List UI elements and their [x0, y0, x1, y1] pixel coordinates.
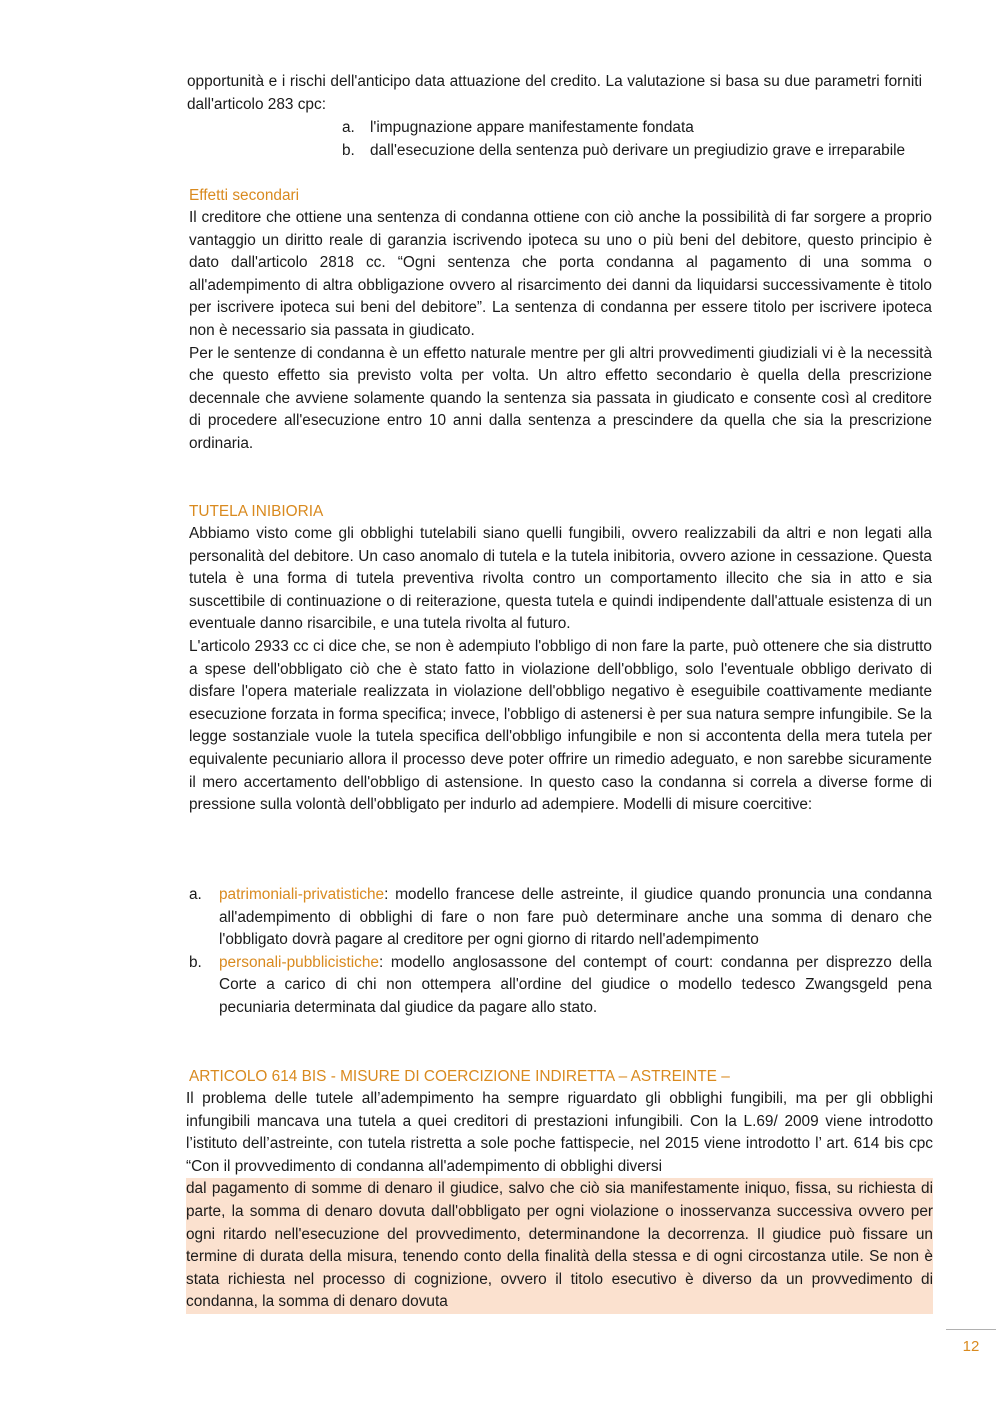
list-item-text: : modello anglosassone del contempt of court: condanna per disprezzo della Corte a carico di chi non ottempera all'ordine del giudice o modello tedesco Zwangsgeld pena pecuniaria determinata dal giudice da pagare allo stato.: [219, 953, 932, 1016]
paragraph: [189, 523, 932, 817]
paragraph: [186, 1088, 933, 1314]
list-item-text: dall'esecuzione della sentenza può derivare un pregiudizio grave e irreparabile: [370, 141, 906, 159]
list-item: [342, 117, 923, 140]
paragraph-text: Per le sentenze di condanna è un effetto naturale mentre per gli altri provvedimenti giudiziali vi è la necessità che questo effetto sia previsto volta per volta. Un altro effetto secondario è quella della prescrizione decennale che avviene solamente quando la sentenza sia passata in giudicato e consente così al creditore di procedere all'esecuzione entro 10 anni dalla sentenza a prescindere da quella che sia la prescrizione ordinaria.: [189, 344, 932, 452]
footer-divider: [946, 1329, 996, 1330]
paragraph: [189, 207, 932, 456]
section-heading-articolo-614-bis: ARTICOLO 614 BIS - MISURE DI COERCIZIONE INDIRETTA – ASTREINTE –: [189, 1068, 730, 1085]
list-item-text: l'impugnazione appare manifestamente fondata: [370, 119, 694, 136]
page-number: 12: [962, 1338, 980, 1355]
coercive-measures-list: [189, 884, 932, 1020]
list-item-term: patrimoniali-privatistiche: [219, 886, 385, 903]
list-item-term: personali-pubblicistiche: [219, 953, 379, 971]
paragraph-text: Il problema delle tutele all’adempimento ha sempre riguardato gli obblighi fungibili, ma per gli obblighi infungibili mancava una tutela a quei creditori di prestazioni infungibili. Con la L.69/ 2009 viene introdotto l’istituto dell’astreinte, con tutela ristretta a sole poche fattispecie, nel 2015 viene introdotto l’ art. 614 bis cpc “Con il provvedimento di condanna all'adempimento di obblighi diversi: [186, 1090, 933, 1175]
paragraph-text: Abbiamo visto come gli obblighi tutelabili siano quelli fungibili, ovvero realizzabili da altri e non legati alla personalità del debitore. Un caso anomalo di tutela e la tutela inibitoria, ovvero azione in cessazione. Questa tutela è una forma di tutela preventiva rivolta contro un comportamento illecito che sia in atto e sia suscettibile di continuazione o di reiterazione, questa tutela e quindi indipendente dall'attuale esistenza di un eventuale danno risarcibile, e una tutela rivolta al futuro.: [189, 525, 932, 633]
list-item-text: : modello francese delle astreinte, il giudice quando pronuncia una condanna all'adempimento di obblighi di fare o non fare può determinare anche una somma di denaro che l'obbligato dovrà pagare al creditore per ogni giorno di ritardo nell'adempimento: [219, 886, 932, 949]
list-item: [189, 884, 932, 952]
paragraph-text: L'articolo 2933 cc ci dice che, se non è adempiuto l'obbligo di non fare la parte, può ottenere che sia distrutto a spese dell'obbligato ciò che è stato fatto in violazione dell'obbligo, solo l'eventuale obbligo derivato di disfare l'opera materiale realizzata in violazione dell'obbligo negativo è eseguibile coattivamente mediante esecuzione forzata in forma specifica; invece, l'obbligo di astenersi è per sua natura sempre infungibile. Se la legge sostanziale vuole la tutela specifica dell'obbligo infungibile e non si accontenta della mera tutela per equivalente pecuniario allora il processo deve poter offrire un rimedio adeguato, e non sarebbe sicuramente il mero accertamento dell'obbligo di astensione. In questo caso la condanna si correla a diverse forme di pressione sulla volontà dell'obbligato per indurlo ad adempiere. Modelli di misure coercitive:: [189, 637, 932, 814]
list-marker: b.: [342, 141, 355, 159]
list-item: [342, 140, 923, 163]
highlighted-text: dal pagamento di somme di denaro il giudice, salvo che ciò sia manifestamente iniquo, fissa, su richiesta di parte, la somma di denaro dovuta dall'obbligato per ogni violazione o inosservanza successiva ovvero per ogni ritardo nell'esecuzione del provvedimento, determinandone la decorrenza. Il giudice può fissare un termine di durata della misura, tenendo conto della finalità della stessa e di ogni circostanza utile. Se non è stata richiesta nel processo di cognizione, ovvero il titolo esecutivo è diverso da un provvedimento di condanna, la somma di denaro dovuta: [186, 1178, 933, 1314]
list-marker: a.: [342, 119, 355, 136]
intro-list: [342, 117, 923, 162]
list-marker: b.: [189, 953, 202, 971]
section-heading-tutela-inibitoria: TUTELA INIBIORIA: [189, 503, 324, 520]
intro-paragraph: opportunità e i rischi dell'anticipo data attuazione del credito. La valutazione si basa su due parametri forniti dall'articolo 283 cpc:: [187, 73, 922, 113]
section-heading-effetti-secondari: Effetti secondari: [189, 187, 300, 204]
list-marker: a.: [189, 886, 202, 903]
paragraph-text: Il creditore che ottiene una sentenza di condanna ottiene con ciò anche la possibilità di far sorgere a proprio vantaggio un diritto reale di garanzia iscrivendo ipoteca su uno o più beni del debitore, questo principio è dato dall'articolo 2818 cc. “Ogni sentenza che porta condanna al pagamento di una somma o all'adempimento di altra obbligazione ovvero al risarcimento dei danni da liquidarsi successivamente è titolo per iscrivere ipoteca sui beni del debitore”. La sentenza di condanna per essere titolo per iscrivere ipoteca non è necessario sia passata in giudicato.: [189, 209, 932, 339]
list-item: [189, 952, 932, 1020]
